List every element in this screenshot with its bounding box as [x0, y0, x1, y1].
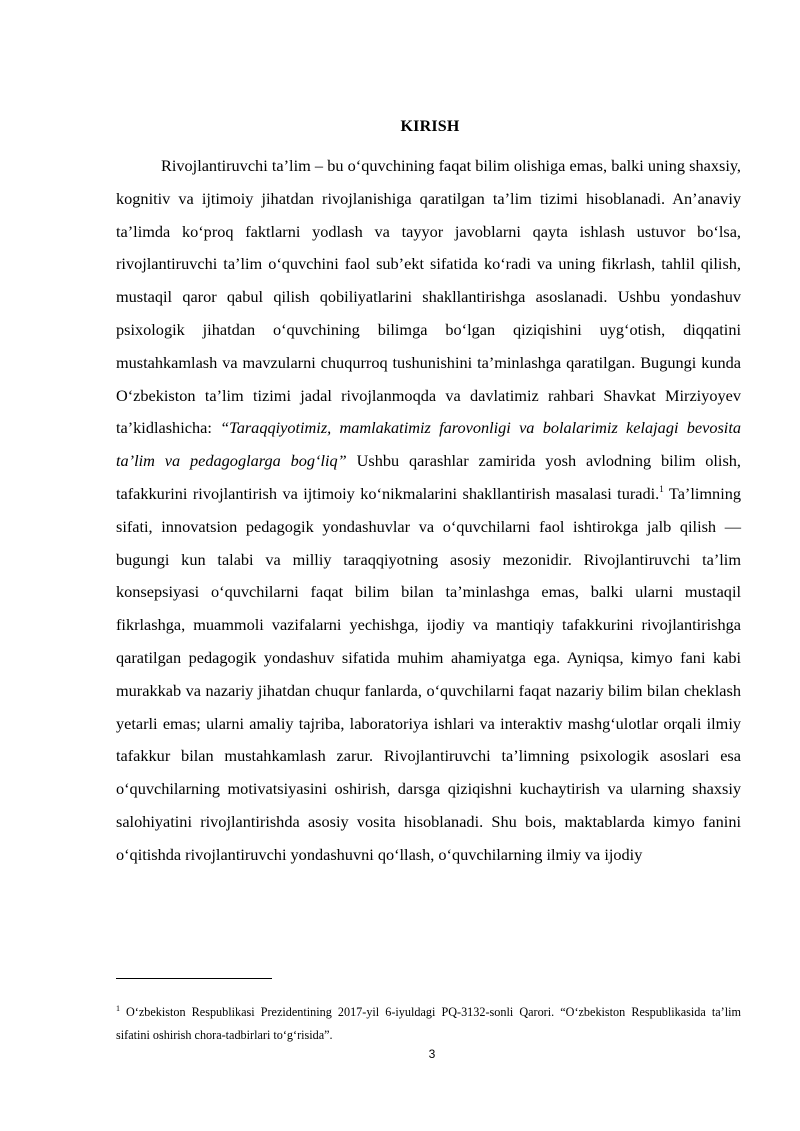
body-paragraph	[116, 150, 741, 872]
paragraph-text-part2: Ushbu qarashlar zamirida yosh avlodning bilim olish, tafakkurini rivojlantirish va ijtimoiy ko‘nikmalarini shakllantirish masalasi turadi.	[116, 451, 741, 503]
paragraph-text-part3: Ta’limning sifati, innovatsion pedagogik yondashuvlar va o‘quvchilarni faol ishtirokga jalb qilish — bugungi kun talabi va milliy taraqqiyotning asosiy mezonidir. Rivojlantiruvchi ta’lim konsepsiyasi o‘quvchilarni faqat bilim bilan ta’minlashga emas, balki ularni mustaqil fikrlashga, muammoli vazifalarni yechishga, ijodiy va mantiqiy tafakkurini rivojlantirishga qaratilgan pedagogik yondashuv sifatida muhim ahamiyatga ega. Ayniqsa, kimyo fani kabi murakkab va nazariy jihatdan chuqur fanlarda, o‘quvchilarni faqat nazariy bilim bilan cheklash yetarli emas; ularni amaliy tajriba, laboratoriya ishlari va interaktiv mashg‘ulotlar orqali ilmiy tafakkur bilan mustahkamlash zarur. Rivojlantiruvchi ta’limning psixologik asoslari esa o‘quvchilarning motivatsiyasini oshirish, darsga qiziqishni kuchaytirish va ularning shaxsiy salohiyatini rivojlantirishda asosiy vosita hisoblanadi. Shu bois, maktablarda kimyo fanini o‘qitishda rivojlantiruvchi yondashuvni qo‘llash, o‘quvchilarning ilmiy va ijodiy	[116, 483, 742, 864]
paragraph-text-part1: Rivojlantiruvchi ta’lim – bu o‘quvchining faqat bilim olishiga emas, balki uning shaxsiy, kognitiv va ijtimoiy jihatdan rivojlanishiga qaratilgan ta’lim tizimi hisoblanadi. An’anaviy ta’limda ko‘proq faktlarni yodlash va tayyor javoblarni qayta ishlash ustuvor bo‘lsa, rivojlantiruvchi ta’lim o‘quvchini faol sub’ekt sifatida ko‘radi va uning fikrlash, tahlil qilish, mustaqil qaror qabul qilish qobiliyatlarini shakllantirishga asoslanadi. Ushbu yondashuv psixologik jihatdan o‘quvchining bilimga bo‘lgan qiziqishini uyg‘otish, diqqatini mustahkamlash va mavzularni chuqurroq tushunishini ta’minlashga qaratilgan. Bugungi kunda O‘zbekiston ta’lim tizimi jadal rivojlanmoqda va davlatimiz rahbari Shavkat Mirziyoyev ta’kidlashicha:	[116, 156, 741, 438]
footnote-divider	[116, 978, 272, 979]
president-quote: “Taraqqiyotimiz, mamlakatimiz farovonligi va bolalarimiz kelajagi bevosita ta’lim va pedagoglarga bog‘liq”	[116, 418, 741, 471]
footnote-text: O‘zbekiston Respublikasi Prezidentining 2017-yil 6-iyuldagi PQ-3132-sonli Qarori. “O‘zbekiston Respublikasida ta’lim sifatini oshirish chora-tadbirlari to‘g‘risida”.	[116, 1005, 741, 1042]
footnote-reference[interactable]: 1	[659, 483, 664, 494]
section-title: KIRISH	[400, 118, 460, 135]
page-number: 3	[428, 1047, 436, 1061]
footnote	[116, 1001, 741, 1047]
footnote-marker: 1	[116, 1004, 120, 1013]
